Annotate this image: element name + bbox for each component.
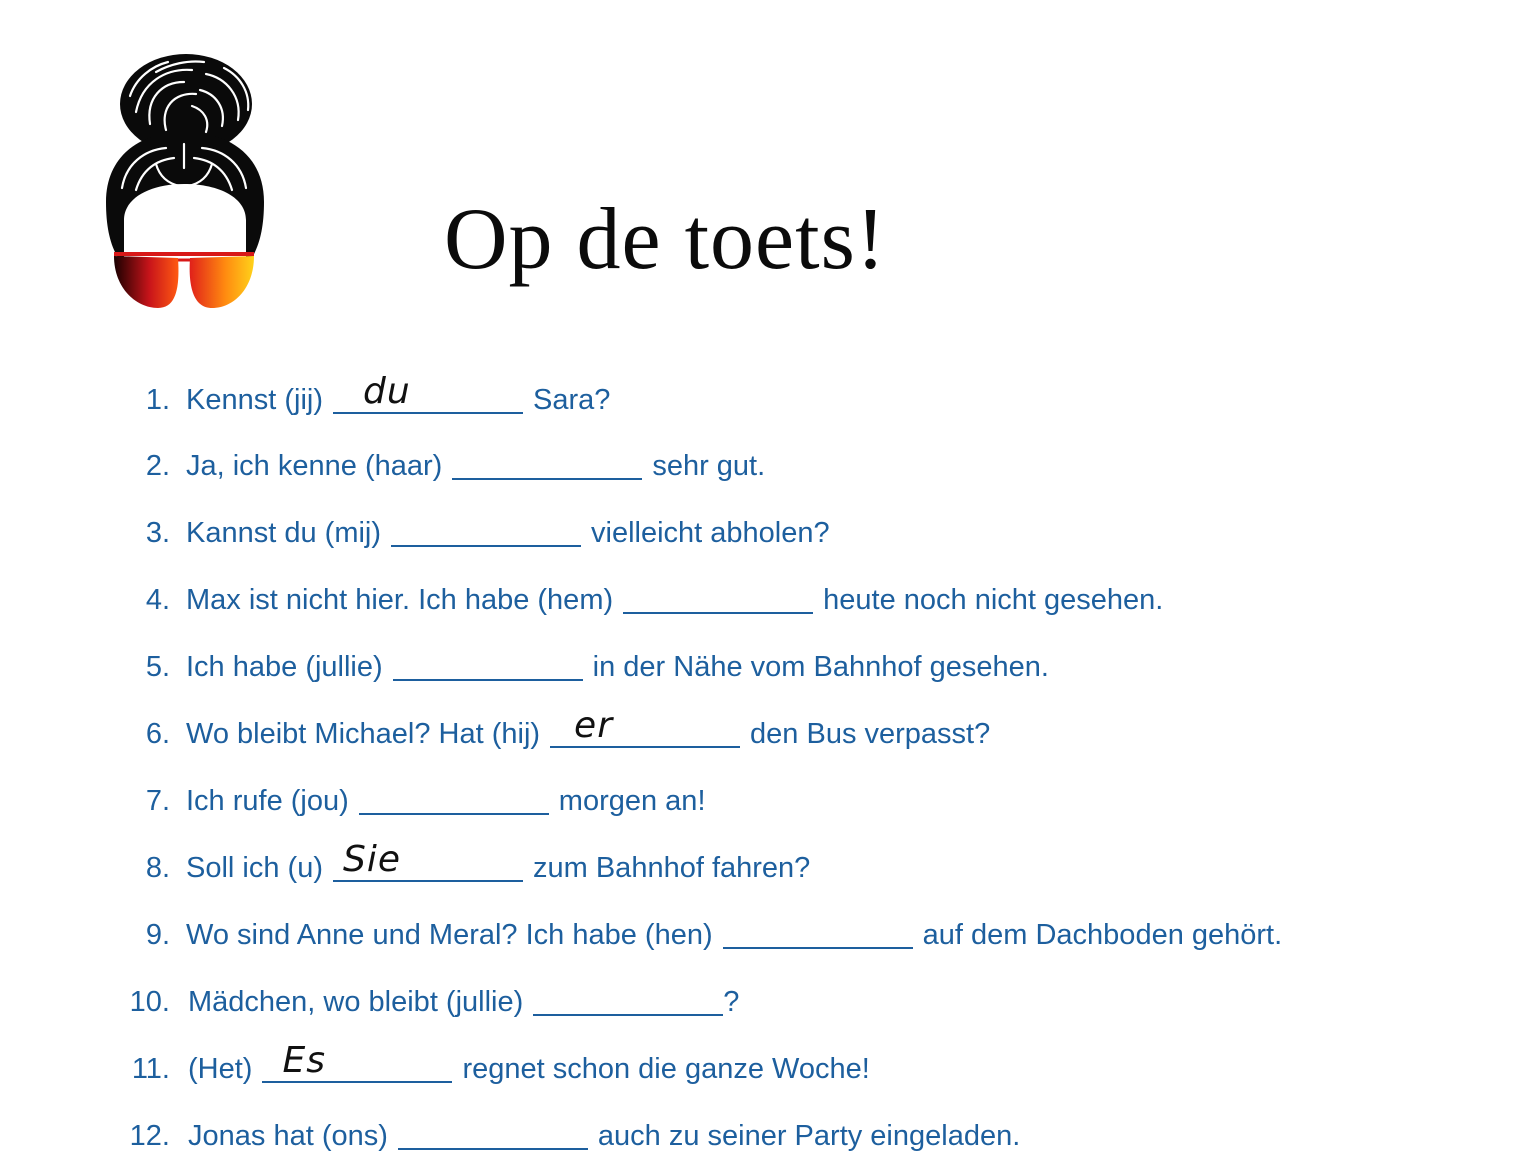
exercise-sentence bbox=[186, 913, 1282, 957]
exercise-prompt: Jonas hat (ons) bbox=[188, 1120, 388, 1152]
exercise-sentence bbox=[186, 645, 1049, 689]
exercise-prompt: (Het) bbox=[188, 1053, 253, 1085]
exercise-sentence bbox=[186, 511, 830, 555]
exercise-sentence bbox=[186, 371, 611, 422]
answer-blank[interactable] bbox=[391, 515, 581, 547]
exercise-number: 5. bbox=[145, 651, 170, 683]
exercise-continuation: heute noch nicht gesehen. bbox=[823, 584, 1164, 616]
exercise-prompt: Kannst du (mij) bbox=[186, 517, 382, 549]
exercise-continuation: sehr gut. bbox=[652, 450, 766, 482]
exercise-prompt: Soll ich (u) bbox=[186, 852, 323, 884]
exercise-sentence bbox=[186, 705, 991, 756]
exercise-number: 10. bbox=[129, 986, 170, 1018]
answer-blank[interactable] bbox=[393, 649, 583, 681]
answer-blank[interactable] bbox=[333, 371, 523, 414]
exercise-sentence bbox=[188, 980, 739, 1024]
exercise-row bbox=[0, 1040, 1536, 1091]
exercise-row bbox=[0, 1114, 1536, 1158]
exercise-continuation: regnet schon die ganze Woche! bbox=[462, 1053, 870, 1085]
exercise-sentence bbox=[188, 1040, 870, 1091]
exercise-continuation: ? bbox=[723, 986, 740, 1018]
exercise-prompt: Ich habe (jullie) bbox=[186, 651, 383, 683]
handwritten-answer: Sie bbox=[343, 839, 402, 880]
exercise-prompt: Ja, ich kenne (haar) bbox=[186, 450, 443, 482]
page-title: Op de toets! bbox=[444, 191, 887, 288]
answer-blank[interactable] bbox=[623, 582, 813, 614]
exercise-prompt: Max ist nicht hier. Ich habe (hem) bbox=[186, 584, 614, 616]
exercise-row bbox=[0, 444, 1536, 488]
exercise-row bbox=[0, 839, 1536, 890]
exercise-row bbox=[0, 980, 1536, 1024]
answer-blank[interactable] bbox=[533, 984, 723, 1016]
exercise-number: 4. bbox=[145, 584, 170, 616]
handwritten-answer: er bbox=[574, 705, 613, 746]
answer-blank[interactable] bbox=[333, 839, 523, 882]
exercise-sentence bbox=[188, 1114, 1020, 1158]
exercise-row bbox=[0, 578, 1536, 622]
exercise-continuation: auch zu seiner Party eingeladen. bbox=[597, 1120, 1021, 1152]
answer-blank[interactable] bbox=[262, 1040, 452, 1083]
exercise-sentence bbox=[186, 578, 1163, 622]
answer-blank[interactable] bbox=[723, 917, 913, 949]
exercise-number: 9. bbox=[145, 919, 170, 951]
exercise-prompt: Mädchen, wo bleibt (jullie) bbox=[188, 986, 524, 1018]
exercise-number: 2. bbox=[145, 450, 170, 482]
exercise-prompt: Wo sind Anne und Meral? Ich habe (hen) bbox=[186, 919, 713, 951]
exercise-continuation: auf dem Dachboden gehört. bbox=[922, 919, 1283, 951]
exercise-sentence bbox=[186, 779, 706, 823]
exercise-number: 7. bbox=[145, 785, 170, 817]
exercise-sentence bbox=[186, 839, 811, 890]
exercise-row bbox=[0, 645, 1536, 689]
answer-blank[interactable] bbox=[452, 448, 642, 480]
exercise-number: 12. bbox=[129, 1120, 170, 1152]
answer-blank[interactable] bbox=[359, 783, 549, 815]
exercise-number: 6. bbox=[145, 718, 170, 750]
exercise-sentence bbox=[186, 444, 765, 488]
exercise-prompt: Ich rufe (jou) bbox=[186, 785, 349, 817]
exercise-row bbox=[0, 779, 1536, 823]
exercise-row bbox=[0, 913, 1536, 957]
exercise-row bbox=[0, 511, 1536, 555]
exercise-prompt: Kennst (jij) bbox=[186, 384, 323, 416]
exercise-continuation: in der Nähe vom Bahnhof gesehen. bbox=[592, 651, 1049, 683]
handwritten-answer: du bbox=[363, 371, 411, 412]
exercise-number: 1. bbox=[145, 384, 170, 416]
exercise-row bbox=[0, 371, 1536, 422]
exercise-continuation: morgen an! bbox=[558, 785, 706, 817]
exercise-number: 8. bbox=[145, 852, 170, 884]
exercise-continuation: vielleicht abholen? bbox=[591, 517, 830, 549]
exercise-number: 11. bbox=[131, 1053, 170, 1085]
handwritten-answer: Es bbox=[282, 1040, 326, 1081]
exercise-prompt: Wo bleibt Michael? Hat (hij) bbox=[186, 718, 541, 750]
answer-blank[interactable] bbox=[550, 705, 740, 748]
exercise-continuation: Sara? bbox=[533, 384, 611, 416]
exercise-row bbox=[0, 705, 1536, 756]
exercise-continuation: den Bus verpasst? bbox=[750, 718, 991, 750]
answer-blank[interactable] bbox=[398, 1118, 588, 1150]
exercise-continuation: zum Bahnhof fahren? bbox=[533, 852, 811, 884]
exercise-number: 3. bbox=[145, 517, 170, 549]
